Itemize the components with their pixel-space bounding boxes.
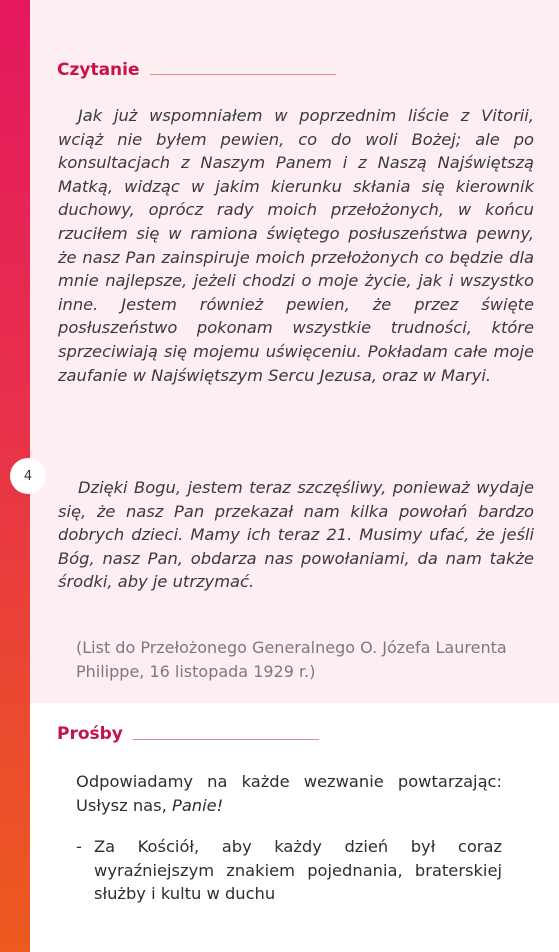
petitions-title-rule [133, 739, 319, 740]
reading-citation: (List do Przełożonego Generalnego O. Józefa Laurenta Philippe, 16 listopada 1929 r.) [76, 638, 507, 681]
reading-header [57, 60, 336, 80]
reading-section [30, 0, 559, 703]
page-number-badge: 4 [10, 458, 46, 494]
reading-paragraph-1: Jak już wspomniałem w poprzednim liście z Vitorii, wciąż nie byłem pewien, co do woli Bożej; ale po konsultacjach z Naszym Panem i z Naszą Najświętszą Matką, widząc w jakim kierunku skłania się kierownik duchowy, oprócz rady moich przełożonych, w końcu rzuciłem się w ramiona świętego posłuszeństwa pewny, że nasz Pan zainspiruje moich przełożonych co będzie dla mnie najlepsze, jeżeli chodzi o moje życie, jak i wszystko inne. Jestem również pewien, że przez święte posłuszeństwo pokonam wszystkie trudności, które sprzeciwiają się mojemu uświęceniu. Pokładam całe moje zaufanie w Najświętszym Sercu Jezusa, oraz w Maryi. [58, 106, 534, 385]
reading-title: Czytanie [57, 60, 140, 80]
petition-item-dash: - [76, 837, 82, 856]
petition-item [76, 835, 502, 906]
reading-paragraph-2: Dzięki Bogu, jestem teraz szczęśliwy, ponieważ wydaje się, że nasz Pan przekazał nam kilka powołań bardzo dobrych dzieci. Mamy ich teraz 21. Musimy ufać, że jeśli Bóg, nasz Pan, obdarza nas powołaniami, da nam także środki, aby je utrzymać. [58, 478, 534, 592]
petitions-title: Prośby [57, 724, 123, 744]
petition-item-text: Za Kościół, aby każdy dzień był coraz wyraźniejszym znakiem pojednania, braterskiej służby i kultu w duchu [94, 837, 502, 904]
reading-title-rule [150, 74, 336, 75]
petitions-intro-text: Odpowiadamy na każde wezwanie powtarzając: Usłysz nas, [76, 772, 502, 815]
petitions-intro-response: Panie! [172, 795, 224, 815]
petitions-header [57, 724, 319, 744]
petitions-intro [76, 770, 502, 817]
